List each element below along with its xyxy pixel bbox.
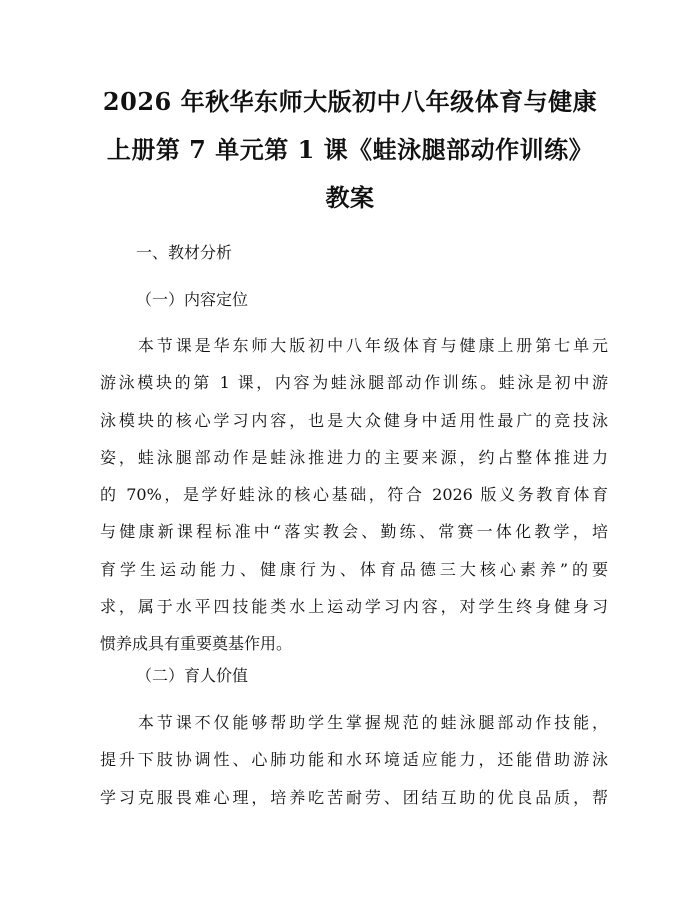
paragraph-line: 本节课不仅能够帮助学生掌握规范的蛙泳腿部动作技能， [100,713,608,732]
paragraph-educational-value [100,704,608,816]
paragraph-line: 与健康新课程标准中“落实教会、勤练、常赛一体化教学，培 [100,522,608,542]
document-title-line-3: 教案 [325,183,375,212]
document-title-line-2: 上册第 7 单元第 1 课《蛙泳腿部动作训练》 [106,135,594,164]
paragraph-line: 本节课是华东师大版初中八年级体育与健康上册第七单元 [100,336,608,355]
subsection-heading-content-positioning: （一）内容定位 [136,290,249,309]
subsection-heading-educational-value: （二）育人价值 [136,666,249,685]
paragraph-line: 求，属于水平四技能类水上运动学习内容，对学生终身健身习 [100,597,608,617]
document-title-line-1: 2026 年秋华东师大版初中八年级体育与健康 [102,87,598,116]
paragraph-line: 的 70%，是学好蛙泳的核心基础，符合 2026 版义务教育体育 [100,485,608,505]
paragraph-content-positioning [100,327,608,663]
paragraph-line: 泳模块的核心学习内容，也是大众健身中适用性最广的竞技泳 [100,410,608,430]
paragraph-line: 姿，蛙泳腿部动作是蛙泳推进力的主要来源，约占整体推进力 [100,447,608,467]
paragraph-line: 惯养成具有重要奠基作用。 [100,634,293,654]
section-heading-materials-analysis: 一、教材分析 [136,243,233,262]
paragraph-line: 提升下肢协调性、心肺功能和水环境适应能力，还能借助游泳 [100,750,608,770]
paragraph-line: 育学生运动能力、健康行为、体育品德三大核心素养”的要 [100,559,608,579]
paragraph-line: 游泳模块的第 1 课，内容为蛙泳腿部动作训练。蛙泳是初中游 [100,373,608,393]
paragraph-line: 学习克服畏难心理，培养吃苦耐劳、团结互助的优良品质，帮 [100,787,608,807]
